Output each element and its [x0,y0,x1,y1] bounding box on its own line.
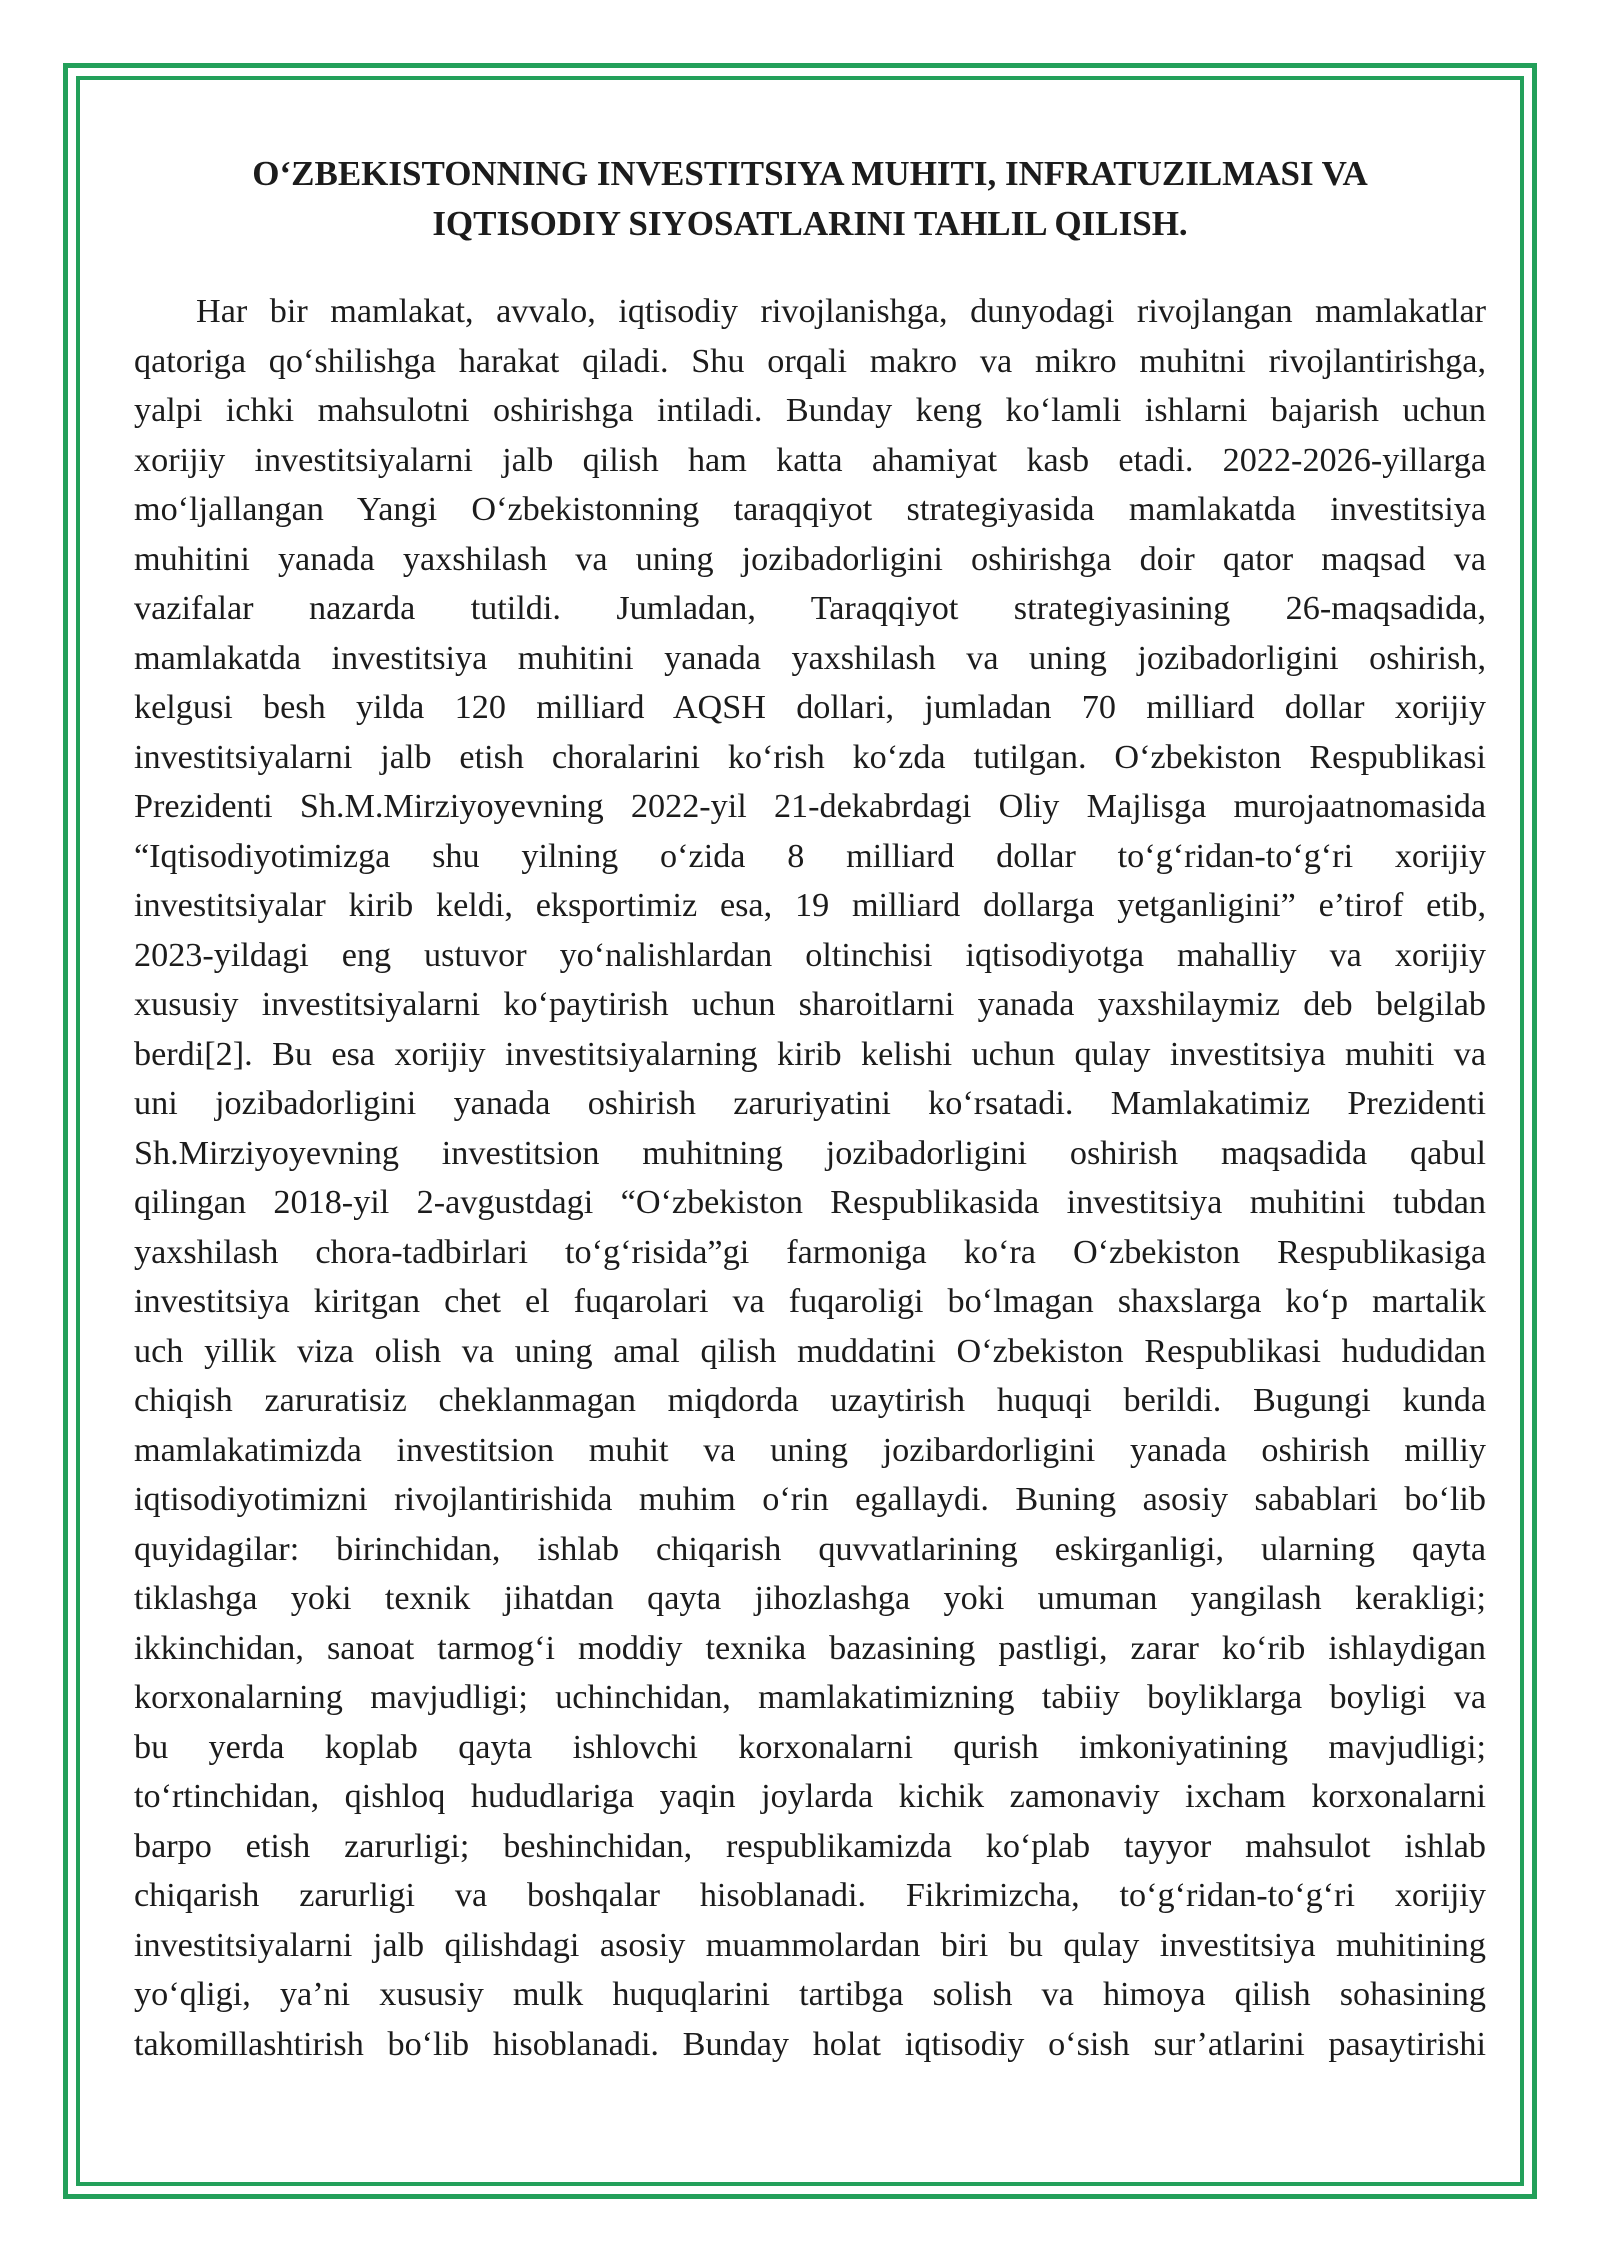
text-line: qatoriga qo‘shilishga harakat qiladi. Shu orqali makro va mikro muhitni rivojlantirishga, [134,342,1486,380]
text-line: korxonalarning mavjudligi; uchinchidan, mamlakatimizning tabiiy boyliklarga boyligi va [134,1679,1486,1716]
text-line: chiqish zaruratisiz cheklanmagan miqdorda uzaytirish huquqi berildi. Bugungi kunda [134,1382,1486,1419]
text-line: barpo etish zarurligi; beshinchidan, respublikamizda ko‘plab tayyor mahsulot ishlab [134,1827,1486,1865]
text-line: iqtisodiyotimizni rivojlantirishida muhim o‘rin egallaydi. Buning asosiy sabablari bo‘lib [134,1481,1486,1518]
text-line: investitsiyalar kirib keldi, eksportimiz esa, 19 milliard dollarga yetganligini” e’tirof etib, [134,887,1486,924]
text-line: takomillashtirish bo‘lib hisoblanadi. Bunday holat iqtisodiy o‘sish sur’atlarini pasaytirishi [134,2025,1486,2063]
text-line: tiklashga yoki texnik jihatdan qayta jihozlashga yoki umuman yangilash kerakligi; [134,1580,1486,1617]
text-line: investitsiyalarni jalb etish choralarini ko‘rish ko‘zda tutilgan. O‘zbekiston Respublikasi [134,738,1486,776]
text-line: chiqarish zarurligi va boshqalar hisoblanadi. Fikrimizcha, to‘g‘ridan-to‘g‘ri xorijiy [134,1877,1486,1914]
text-line: bu yerda koplab qayta ishlovchi korxonalarni qurish imkoniyatining mavjudligi; [134,1728,1486,1766]
body-paragraph [134,287,1486,2069]
text-line: xususiy investitsiyalarni ko‘paytirish uchun sharoitlarni yanada yaxshilaymiz deb belgilab [134,986,1486,1023]
text-line: mamlakatda investitsiya muhitini yanada yaxshilash va uning jozibadorligini oshirish, [134,639,1486,677]
text-line: muhitini yanada yaxshilash va uning jozibadorligini oshirishga doir qator maqsad va [134,540,1486,578]
text-line: quyidagilar: birinchidan, ishlab chiqarish quvvatlarining eskirganligi, ularning qayta [134,1530,1486,1568]
text-line: uni jozibadorligini yanada oshirish zaruriyatini ko‘rsatadi. Mamlakatimiz Prezidenti [134,1085,1486,1122]
text-line: xorijiy investitsiyalarni jalb qilish ham katta ahamiyat kasb etadi. 2022-2026-yillarga [134,441,1486,479]
text-line: Har bir mamlakat, avvalo, iqtisodiy rivojlanishga, dunyodagi rivojlangan mamlakatlar [196,293,1486,330]
text-line: qilingan 2018-yil 2-avgustdagi “O‘zbekiston Respublikasida investitsiya muhitini tubdan [134,1184,1486,1221]
text-line: “Iqtisodiyotimizga shu yilning o‘zida 8 milliard dollar to‘g‘ridan-to‘g‘ri xorijiy [134,837,1486,875]
text-line: to‘rtinchidan, qishloq hududlariga yaqin joylarda kichik zamonaviy ixcham korxonalarni [134,1778,1486,1815]
text-line: 2023-yildagi eng ustuvor yo‘nalishlardan oltinchisi iqtisodiyotga mahalliy va xorijiy [134,936,1486,974]
text-line: vazifalar nazarda tutildi. Jumladan, Taraqqiyot strategiyasining 26-maqsadida, [134,590,1486,627]
text-line: Prezidenti Sh.M.Mirziyoyevning 2022-yil 21-dekabrdagi Oliy Majlisga murojaatnomasida [134,788,1486,825]
text-line: investitsiyalarni jalb qilishdagi asosiy muammolardan biri bu qulay investitsiya muhitining [134,1926,1486,1964]
text-line: berdi[2]. Bu esa xorijiy investitsiyalarning kirib kelishi uchun qulay investitsiya muhiti va [134,1035,1486,1073]
text-line: yo‘qligi, ya’ni xususiy mulk huquqlarini tartibga solish va himoya qilish sohasining [134,1976,1486,2013]
document-title-line-2: IQTISODIY SIYOSATLARINI TAHLIL QILISH. [432,204,1188,243]
text-line: yaxshilash chora-tadbirlari to‘g‘risida”gi farmoniga ko‘ra O‘zbekiston Respublikasiga [134,1233,1486,1271]
text-line: investitsiya kiritgan chet el fuqarolari va fuqaroligi bo‘lmagan shaxslarga ko‘p martalik [134,1283,1486,1320]
text-line: Sh.Mirziyoyevning investitsion muhitning jozibadorligini oshirish maqsadida qabul [134,1134,1486,1172]
text-line: ikkinchidan, sanoat tarmog‘i moddiy texnika bazasining pastligi, zarar ko‘rib ishlaydigan [134,1629,1486,1667]
text-line: yalpi ichki mahsulotni oshirishga intiladi. Bunday keng ko‘lamli ishlarni bajarish uchun [134,392,1486,429]
text-line: mo‘ljallangan Yangi O‘zbekistonning taraqqiyot strategiyasida mamlakatda investitsiya [134,491,1486,528]
text-line: mamlakatimizda investitsion muhit va uning jozibardorligini yanada oshirish milliy [134,1431,1486,1469]
document-title-line-1: O‘ZBEKISTONNING INVESTITSIYA MUHITI, INFRATUZILMASI VA [252,154,1368,193]
text-line: uch yillik viza olish va uning amal qilish muddatini O‘zbekiston Respublikasi hududidan [134,1332,1486,1370]
text-line: kelgusi besh yilda 120 milliard AQSH dollari, jumladan 70 milliard dollar xorijiy [134,689,1486,726]
